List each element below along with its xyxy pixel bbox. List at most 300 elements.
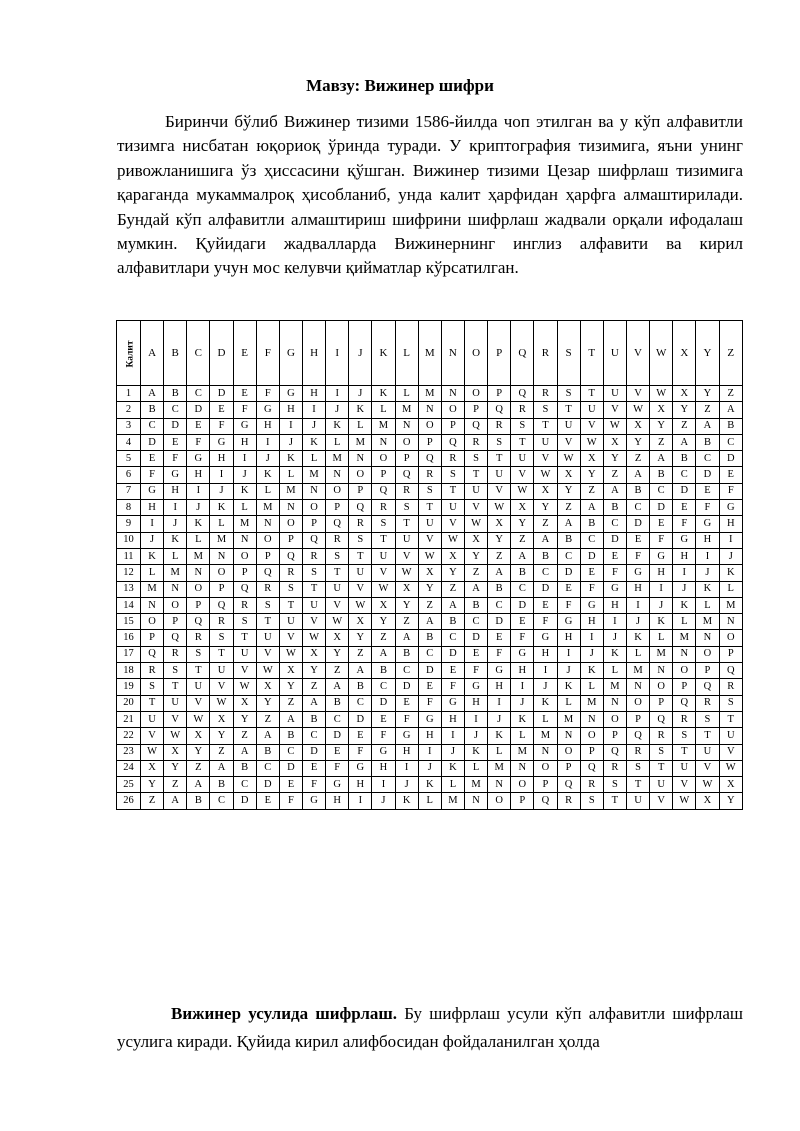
table-cell: O bbox=[511, 777, 534, 793]
table-cell: F bbox=[395, 711, 418, 727]
table-cell: N bbox=[372, 434, 395, 450]
table-cell: E bbox=[626, 532, 649, 548]
table-cell: N bbox=[164, 581, 187, 597]
table-cell: E bbox=[256, 793, 279, 809]
table-cell: B bbox=[650, 467, 673, 483]
table-cell: U bbox=[719, 728, 742, 744]
table-cell: H bbox=[673, 548, 696, 564]
table-cell: O bbox=[187, 581, 210, 597]
table-cell: A bbox=[626, 467, 649, 483]
table-cell: A bbox=[719, 402, 742, 418]
table-cell: Y bbox=[650, 418, 673, 434]
table-cell: K bbox=[441, 760, 464, 776]
table-row bbox=[117, 760, 743, 776]
column-header: Z bbox=[719, 321, 742, 386]
table-cell: Z bbox=[164, 777, 187, 793]
table-cell: J bbox=[488, 711, 511, 727]
table-cell: J bbox=[349, 386, 372, 402]
table-cell: N bbox=[719, 614, 742, 630]
table-cell: T bbox=[441, 483, 464, 499]
table-cell: L bbox=[233, 500, 256, 516]
table-cell: N bbox=[256, 516, 279, 532]
table-cell: V bbox=[256, 646, 279, 662]
table-cell: U bbox=[395, 532, 418, 548]
table-cell: Z bbox=[719, 386, 742, 402]
table-cell: U bbox=[650, 777, 673, 793]
table-cell: C bbox=[534, 565, 557, 581]
table-cell: U bbox=[626, 793, 649, 809]
table-cell: M bbox=[187, 548, 210, 564]
table-row bbox=[117, 728, 743, 744]
table-cell: Z bbox=[673, 418, 696, 434]
outro-heading: Вижинер усулида шифрлаш. bbox=[171, 1004, 397, 1023]
table-cell: V bbox=[210, 679, 233, 695]
table-cell: X bbox=[210, 711, 233, 727]
table-cell: G bbox=[603, 581, 626, 597]
table-cell: S bbox=[418, 483, 441, 499]
table-cell: B bbox=[141, 402, 164, 418]
table-cell: H bbox=[441, 711, 464, 727]
key-number-cell: 12 bbox=[117, 565, 141, 581]
table-cell: M bbox=[326, 451, 349, 467]
table-cell: G bbox=[580, 597, 603, 613]
table-cell: B bbox=[349, 679, 372, 695]
table-cell: J bbox=[511, 695, 534, 711]
table-cell: E bbox=[557, 581, 580, 597]
table-cell: U bbox=[557, 418, 580, 434]
table-cell: E bbox=[210, 402, 233, 418]
table-cell: A bbox=[141, 386, 164, 402]
table-cell: E bbox=[141, 451, 164, 467]
table-cell: Q bbox=[557, 777, 580, 793]
table-cell: P bbox=[164, 614, 187, 630]
table-cell: A bbox=[673, 434, 696, 450]
table-cell: S bbox=[279, 581, 302, 597]
table-cell: T bbox=[395, 516, 418, 532]
table-cell: I bbox=[256, 434, 279, 450]
table-cell: N bbox=[349, 451, 372, 467]
table-cell: G bbox=[511, 646, 534, 662]
table-cell: C bbox=[696, 451, 719, 467]
table-cell: H bbox=[418, 728, 441, 744]
table-cell: Q bbox=[534, 793, 557, 809]
column-header: T bbox=[580, 321, 603, 386]
table-cell: C bbox=[418, 646, 441, 662]
table-cell: V bbox=[418, 532, 441, 548]
table-cell: O bbox=[441, 402, 464, 418]
column-header: S bbox=[557, 321, 580, 386]
table-cell: Z bbox=[141, 793, 164, 809]
key-number-cell: 19 bbox=[117, 679, 141, 695]
table-cell: B bbox=[534, 548, 557, 564]
table-cell: K bbox=[187, 516, 210, 532]
table-cell: G bbox=[673, 532, 696, 548]
table-cell: N bbox=[141, 597, 164, 613]
table-cell: U bbox=[187, 679, 210, 695]
table-cell: N bbox=[395, 418, 418, 434]
table-cell: S bbox=[626, 760, 649, 776]
table-cell: X bbox=[603, 434, 626, 450]
table-cell: R bbox=[418, 467, 441, 483]
table-cell: J bbox=[256, 451, 279, 467]
table-cell: M bbox=[719, 597, 742, 613]
table-cell: P bbox=[302, 516, 325, 532]
column-header: F bbox=[256, 321, 279, 386]
table-cell: D bbox=[395, 679, 418, 695]
table-cell: W bbox=[488, 500, 511, 516]
table-cell: J bbox=[210, 483, 233, 499]
table-cell: N bbox=[464, 793, 487, 809]
table-cell: O bbox=[141, 614, 164, 630]
table-row bbox=[117, 483, 743, 499]
column-header: O bbox=[464, 321, 487, 386]
column-header: E bbox=[233, 321, 256, 386]
table-cell: X bbox=[233, 695, 256, 711]
table-cell: O bbox=[302, 500, 325, 516]
table-cell: Y bbox=[557, 483, 580, 499]
key-number-cell: 23 bbox=[117, 744, 141, 760]
table-cell: G bbox=[696, 516, 719, 532]
table-cell: V bbox=[673, 777, 696, 793]
table-cell: M bbox=[650, 646, 673, 662]
table-cell: G bbox=[372, 744, 395, 760]
table-cell: S bbox=[441, 467, 464, 483]
table-cell: L bbox=[696, 597, 719, 613]
table-cell: E bbox=[302, 760, 325, 776]
table-cell: W bbox=[210, 695, 233, 711]
vigenere-table bbox=[116, 320, 743, 810]
table-cell: S bbox=[302, 565, 325, 581]
table-cell: F bbox=[141, 467, 164, 483]
table-row bbox=[117, 548, 743, 564]
table-cell: I bbox=[719, 532, 742, 548]
key-number-cell: 16 bbox=[117, 630, 141, 646]
table-cell: O bbox=[233, 548, 256, 564]
table-cell: N bbox=[696, 630, 719, 646]
table-cell: L bbox=[441, 777, 464, 793]
table-cell: D bbox=[719, 451, 742, 467]
table-cell: V bbox=[603, 402, 626, 418]
table-cell: Y bbox=[279, 679, 302, 695]
table-cell: V bbox=[349, 581, 372, 597]
table-cell: T bbox=[511, 434, 534, 450]
table-cell: I bbox=[349, 793, 372, 809]
table-cell: A bbox=[302, 695, 325, 711]
table-cell: I bbox=[580, 630, 603, 646]
table-cell: P bbox=[511, 793, 534, 809]
table-cell: E bbox=[233, 386, 256, 402]
outro-text: Бу шифрлаш усули кўп алфавитли шифрлаш усулига киради. Қуйида кирил алифбосидан фойдаланилган ҳолда bbox=[117, 1004, 743, 1051]
table-cell: Y bbox=[464, 548, 487, 564]
table-cell: U bbox=[302, 597, 325, 613]
table-cell: Q bbox=[210, 597, 233, 613]
table-cell: I bbox=[557, 646, 580, 662]
table-row bbox=[117, 614, 743, 630]
table-cell: C bbox=[210, 793, 233, 809]
table-cell: T bbox=[141, 695, 164, 711]
table-cell: H bbox=[326, 793, 349, 809]
table-cell: E bbox=[603, 548, 626, 564]
table-cell: V bbox=[441, 516, 464, 532]
table-cell: A bbox=[650, 451, 673, 467]
table-cell: W bbox=[395, 565, 418, 581]
table-cell: R bbox=[580, 777, 603, 793]
table-cell: J bbox=[626, 614, 649, 630]
table-cell: I bbox=[464, 711, 487, 727]
table-row bbox=[117, 467, 743, 483]
table-cell: F bbox=[302, 777, 325, 793]
table-cell: L bbox=[580, 679, 603, 695]
table-row bbox=[117, 695, 743, 711]
table-cell: A bbox=[557, 516, 580, 532]
table-cell: K bbox=[395, 793, 418, 809]
table-cell: A bbox=[349, 663, 372, 679]
table-cell: K bbox=[141, 548, 164, 564]
table-cell: K bbox=[464, 744, 487, 760]
table-cell: Q bbox=[650, 711, 673, 727]
table-cell: K bbox=[557, 679, 580, 695]
table-cell: G bbox=[418, 711, 441, 727]
table-cell: V bbox=[696, 760, 719, 776]
table-cell: P bbox=[673, 679, 696, 695]
table-cell: M bbox=[164, 565, 187, 581]
table-cell: E bbox=[187, 418, 210, 434]
table-cell: D bbox=[210, 386, 233, 402]
table-cell: Y bbox=[141, 777, 164, 793]
table-cell: Q bbox=[141, 646, 164, 662]
table-cell: N bbox=[210, 548, 233, 564]
table-cell: B bbox=[279, 728, 302, 744]
table-cell: J bbox=[650, 597, 673, 613]
table-cell: K bbox=[210, 500, 233, 516]
table-cell: W bbox=[349, 597, 372, 613]
table-cell: D bbox=[626, 516, 649, 532]
table-cell: I bbox=[488, 695, 511, 711]
table-cell: S bbox=[187, 646, 210, 662]
table-cell: M bbox=[603, 679, 626, 695]
table-cell: B bbox=[511, 565, 534, 581]
table-cell: H bbox=[580, 614, 603, 630]
table-cell: C bbox=[372, 679, 395, 695]
table-cell: T bbox=[187, 663, 210, 679]
table-cell: C bbox=[302, 728, 325, 744]
table-cell: B bbox=[187, 793, 210, 809]
table-cell: U bbox=[580, 402, 603, 418]
table-cell: Y bbox=[626, 434, 649, 450]
key-number-cell: 24 bbox=[117, 760, 141, 776]
table-cell: T bbox=[719, 711, 742, 727]
table-cell: Q bbox=[488, 402, 511, 418]
table-cell: B bbox=[464, 597, 487, 613]
table-cell: B bbox=[557, 532, 580, 548]
table-cell: J bbox=[418, 760, 441, 776]
table-cell: J bbox=[302, 418, 325, 434]
table-cell: Z bbox=[372, 630, 395, 646]
table-cell: B bbox=[164, 386, 187, 402]
table-cell: H bbox=[187, 467, 210, 483]
table-cell: R bbox=[349, 516, 372, 532]
table-cell: H bbox=[210, 451, 233, 467]
table-cell: A bbox=[488, 565, 511, 581]
table-cell: P bbox=[557, 760, 580, 776]
table-cell: M bbox=[580, 695, 603, 711]
table-row bbox=[117, 532, 743, 548]
table-cell: T bbox=[349, 548, 372, 564]
table-row bbox=[117, 386, 743, 402]
table-cell: M bbox=[441, 793, 464, 809]
table-cell: B bbox=[719, 418, 742, 434]
table-cell: M bbox=[464, 777, 487, 793]
table-cell: C bbox=[673, 467, 696, 483]
table-cell: O bbox=[719, 630, 742, 646]
table-cell: O bbox=[395, 434, 418, 450]
table-cell: E bbox=[164, 434, 187, 450]
table-cell: F bbox=[511, 630, 534, 646]
table-cell: O bbox=[464, 386, 487, 402]
column-header: A bbox=[141, 321, 164, 386]
table-cell: X bbox=[626, 418, 649, 434]
table-cell: F bbox=[372, 728, 395, 744]
table-cell: S bbox=[673, 728, 696, 744]
table-cell: I bbox=[395, 760, 418, 776]
table-cell: X bbox=[673, 386, 696, 402]
table-cell: Z bbox=[395, 614, 418, 630]
column-header: G bbox=[279, 321, 302, 386]
table-cell: A bbox=[233, 744, 256, 760]
table-cell: D bbox=[326, 728, 349, 744]
table-cell: A bbox=[210, 760, 233, 776]
table-cell: C bbox=[164, 402, 187, 418]
table-cell: Q bbox=[164, 630, 187, 646]
table-cell: S bbox=[557, 386, 580, 402]
table-cell: U bbox=[164, 695, 187, 711]
table-cell: D bbox=[580, 548, 603, 564]
key-number-cell: 6 bbox=[117, 467, 141, 483]
table-cell: D bbox=[464, 630, 487, 646]
table-row bbox=[117, 777, 743, 793]
table-cell: F bbox=[673, 516, 696, 532]
table-cell: E bbox=[395, 695, 418, 711]
table-cell: L bbox=[210, 516, 233, 532]
table-cell: X bbox=[187, 728, 210, 744]
table-cell: B bbox=[395, 646, 418, 662]
table-cell: W bbox=[673, 793, 696, 809]
table-cell: J bbox=[673, 581, 696, 597]
table-cell: X bbox=[650, 402, 673, 418]
table-cell: U bbox=[603, 386, 626, 402]
table-cell: T bbox=[696, 728, 719, 744]
table-cell: A bbox=[511, 548, 534, 564]
table-cell: K bbox=[164, 532, 187, 548]
table-cell: F bbox=[233, 402, 256, 418]
table-cell: G bbox=[164, 467, 187, 483]
table-cell: I bbox=[210, 467, 233, 483]
table-cell: P bbox=[650, 695, 673, 711]
table-cell: J bbox=[141, 532, 164, 548]
column-header: H bbox=[302, 321, 325, 386]
table-cell: R bbox=[603, 760, 626, 776]
table-cell: Q bbox=[580, 760, 603, 776]
table-cell: H bbox=[696, 532, 719, 548]
column-header: U bbox=[603, 321, 626, 386]
table-cell: P bbox=[696, 663, 719, 679]
table-cell: X bbox=[395, 581, 418, 597]
key-number-cell: 26 bbox=[117, 793, 141, 809]
table-cell: K bbox=[650, 614, 673, 630]
table-cell: O bbox=[488, 793, 511, 809]
table-cell: T bbox=[210, 646, 233, 662]
table-cell: W bbox=[302, 630, 325, 646]
table-cell: J bbox=[233, 467, 256, 483]
table-cell: P bbox=[395, 451, 418, 467]
table-cell: M bbox=[696, 614, 719, 630]
table-cell: N bbox=[626, 679, 649, 695]
table-cell: I bbox=[372, 777, 395, 793]
table-cell: P bbox=[210, 581, 233, 597]
table-cell: M bbox=[233, 516, 256, 532]
table-cell: O bbox=[534, 760, 557, 776]
table-cell: N bbox=[580, 711, 603, 727]
table-cell: C bbox=[256, 760, 279, 776]
table-cell: I bbox=[302, 402, 325, 418]
table-cell: O bbox=[673, 663, 696, 679]
table-cell: Z bbox=[326, 663, 349, 679]
table-cell: M bbox=[626, 663, 649, 679]
table-cell: U bbox=[233, 646, 256, 662]
table-cell: O bbox=[580, 728, 603, 744]
table-cell: R bbox=[141, 663, 164, 679]
table-cell: M bbox=[210, 532, 233, 548]
table-cell: L bbox=[511, 728, 534, 744]
table-cell: Y bbox=[580, 467, 603, 483]
table-cell: R bbox=[256, 581, 279, 597]
table-cell: Y bbox=[603, 451, 626, 467]
table-cell: K bbox=[326, 418, 349, 434]
table-cell: S bbox=[141, 679, 164, 695]
table-row bbox=[117, 516, 743, 532]
table-cell: D bbox=[164, 418, 187, 434]
table-row bbox=[117, 793, 743, 809]
table-cell: M bbox=[557, 711, 580, 727]
table-cell: I bbox=[418, 744, 441, 760]
table-cell: C bbox=[326, 711, 349, 727]
table-cell: B bbox=[302, 711, 325, 727]
column-header: V bbox=[626, 321, 649, 386]
table-cell: Q bbox=[626, 728, 649, 744]
table-cell: L bbox=[464, 760, 487, 776]
table-cell: D bbox=[372, 695, 395, 711]
table-cell: N bbox=[441, 386, 464, 402]
table-cell: H bbox=[302, 386, 325, 402]
key-number-cell: 3 bbox=[117, 418, 141, 434]
table-cell: J bbox=[326, 402, 349, 418]
table-cell: V bbox=[557, 434, 580, 450]
table-cell: D bbox=[650, 500, 673, 516]
table-cell: W bbox=[534, 467, 557, 483]
table-row bbox=[117, 581, 743, 597]
table-cell: F bbox=[580, 581, 603, 597]
table-cell: K bbox=[233, 483, 256, 499]
table-cell: X bbox=[441, 548, 464, 564]
table-cell: T bbox=[464, 467, 487, 483]
table-cell: Y bbox=[187, 744, 210, 760]
table-cell: H bbox=[464, 695, 487, 711]
table-cell: Q bbox=[418, 451, 441, 467]
table-cell: F bbox=[187, 434, 210, 450]
table-cell: O bbox=[603, 711, 626, 727]
table-cell: C bbox=[650, 483, 673, 499]
table-row bbox=[117, 434, 743, 450]
